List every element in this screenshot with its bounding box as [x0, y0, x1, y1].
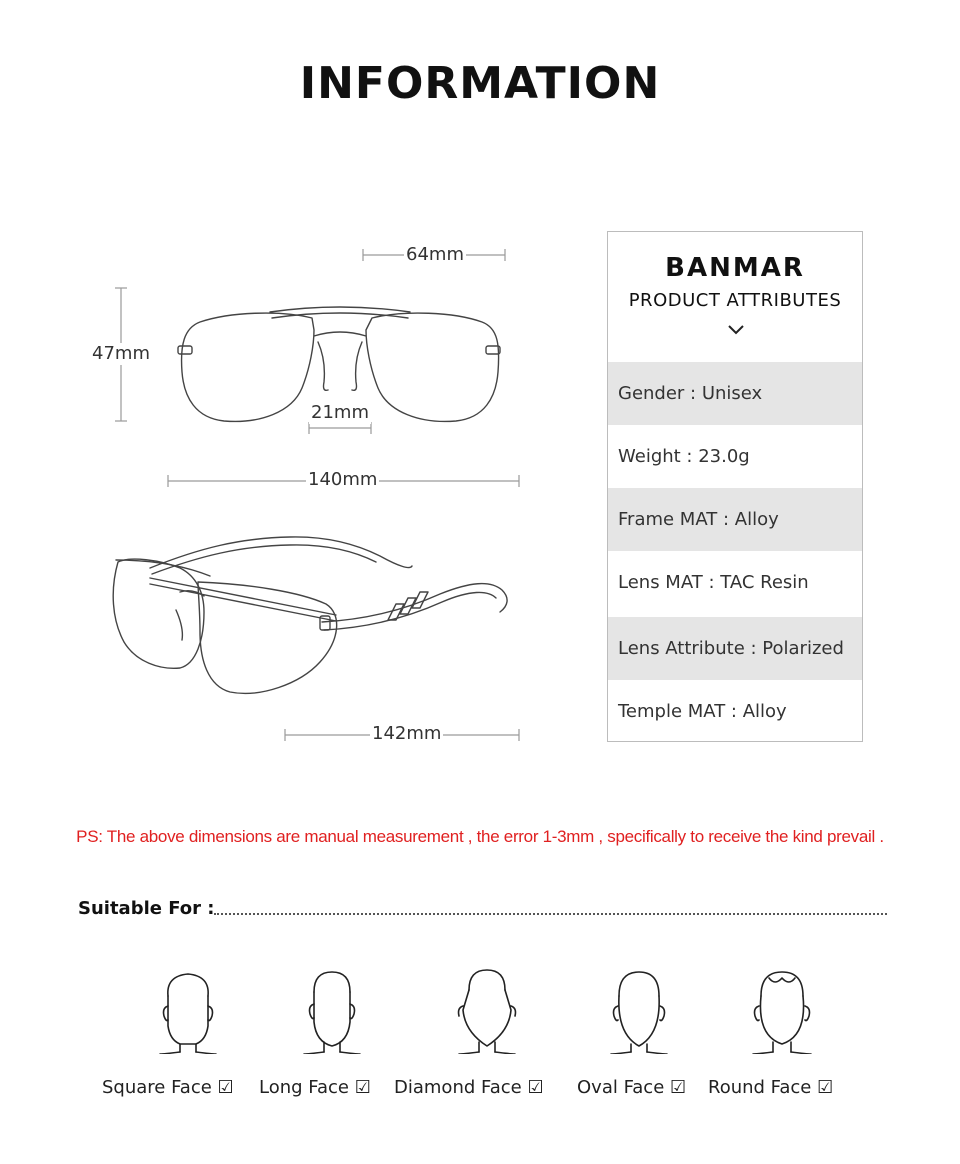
product-attributes-panel [607, 231, 863, 742]
temple-length-label: 142mm [372, 723, 442, 744]
round-face-icon [751, 966, 813, 1054]
checkbox-icon: ☑ [354, 1077, 371, 1098]
lens-width-label: 64mm [406, 244, 464, 265]
checkbox-icon: ☑ [817, 1077, 834, 1098]
attribute-row-weight: Weight : 23.0g [618, 446, 750, 467]
square-face-icon [158, 966, 218, 1054]
chevron-down-icon [727, 324, 745, 336]
face-label-round [708, 1077, 833, 1099]
checkbox-icon: ☑ [527, 1077, 544, 1098]
measurement-note: PS: The above dimensions are manual measurement , the error 1-3mm , specifically to receive the kind prevail . [76, 827, 884, 846]
face-label-oval [577, 1077, 686, 1099]
checkbox-icon: ☑ [217, 1077, 234, 1098]
attribute-row-gender: Gender : Unisex [608, 362, 862, 425]
oval-face-icon [609, 966, 669, 1054]
face-name: Long Face [259, 1077, 349, 1098]
lens-height-label: 47mm [92, 343, 150, 364]
attribute-row-temple-material: Temple MAT : Alloy [618, 701, 787, 722]
page-title: INFORMATION [299, 58, 661, 109]
face-name: Round Face [708, 1077, 812, 1098]
suitable-for-label: Suitable For : [78, 898, 215, 919]
bridge-width-label: 21mm [311, 402, 369, 423]
frame-width-label: 140mm [308, 469, 378, 490]
face-label-diamond [394, 1077, 544, 1099]
panel-heading: PRODUCT ATTRIBUTES [628, 290, 842, 311]
brand-logo: BANMAR [665, 253, 805, 283]
attribute-row-lens-material: Lens MAT : TAC Resin [618, 572, 809, 593]
dotted-divider [214, 913, 887, 915]
face-name: Square Face [102, 1077, 212, 1098]
face-name: Diamond Face [394, 1077, 522, 1098]
attribute-row-lens-attribute: Lens Attribute : Polarized [608, 617, 862, 680]
face-name: Oval Face [577, 1077, 665, 1098]
attribute-row-frame-material: Frame MAT : Alloy [608, 488, 862, 551]
checkbox-icon: ☑ [670, 1077, 687, 1098]
long-face-icon [302, 966, 362, 1054]
face-label-square [102, 1077, 234, 1099]
face-label-long [259, 1077, 371, 1099]
diamond-face-icon [455, 966, 519, 1054]
glasses-side-view-icon [113, 537, 507, 693]
glasses-drawings [0, 0, 600, 800]
